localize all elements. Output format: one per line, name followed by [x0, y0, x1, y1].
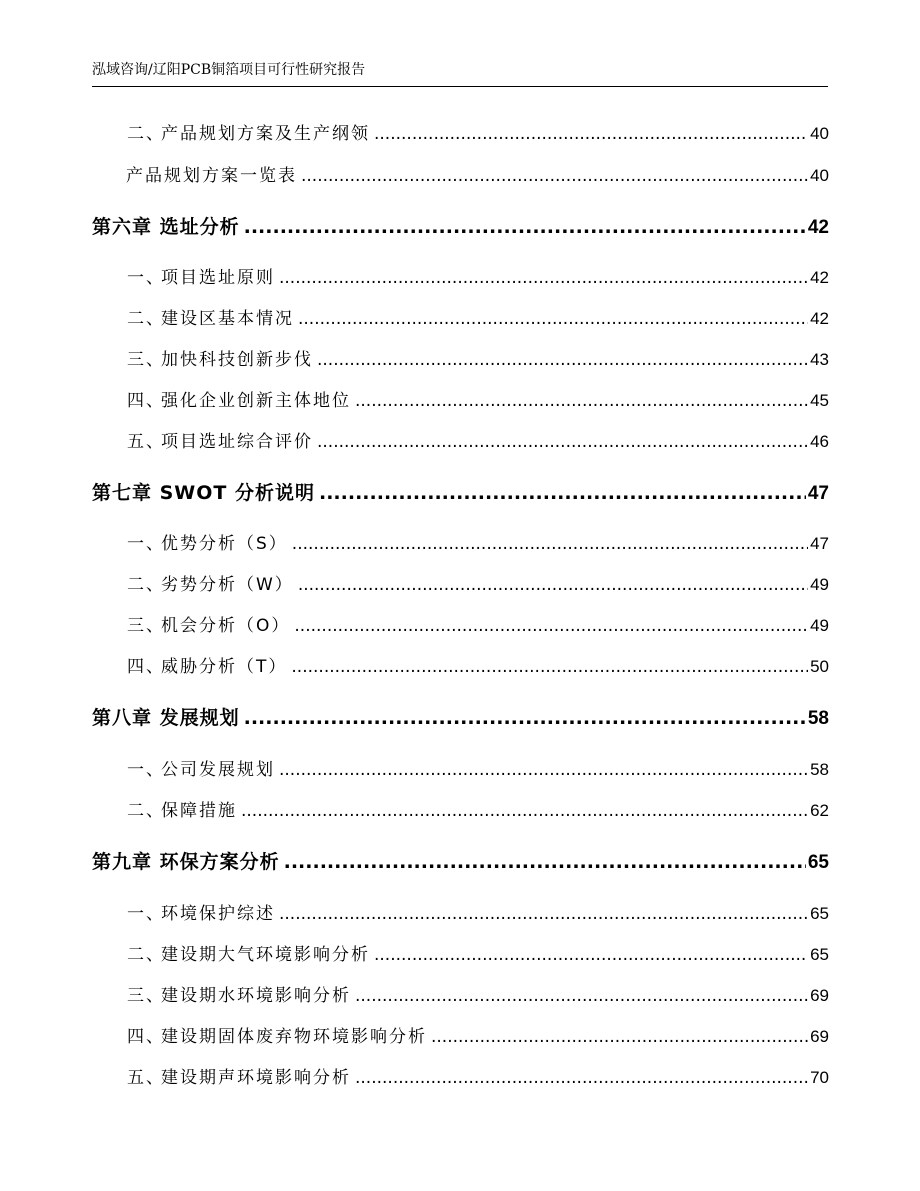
- toc-entry-page: 47: [810, 534, 829, 553]
- toc-entry[interactable]: [92, 943, 829, 967]
- toc-entry-page: 40: [810, 166, 829, 185]
- toc-entry-number: 二、: [127, 575, 165, 595]
- toc-entry[interactable]: [92, 348, 829, 372]
- toc-chapter-title: 第八章 发展规划: [92, 707, 240, 729]
- toc-entry-page: 62: [810, 801, 829, 820]
- toc-entry-number: 二、: [127, 124, 165, 144]
- toc-entry-page: 70: [810, 1068, 829, 1087]
- toc-entry-title: 加快科技创新步伐: [161, 350, 313, 370]
- toc-chapter-title: 第九章 环保方案分析: [92, 851, 280, 873]
- toc-entry-page: 46: [810, 432, 829, 451]
- toc-entry-number: 四、: [127, 1027, 165, 1047]
- dot-leader: [301, 164, 808, 188]
- toc-entry[interactable]: [92, 307, 829, 331]
- toc-entry-number: 一、: [127, 534, 165, 554]
- toc-chapter-entry[interactable]: [92, 480, 829, 506]
- dot-leader: [431, 1025, 808, 1049]
- toc-entry[interactable]: [92, 164, 829, 188]
- toc-entry-number: 四、: [127, 391, 165, 411]
- dot-leader: [319, 480, 806, 506]
- toc-entry-title: 威胁分析（T）: [161, 657, 288, 677]
- dot-leader: [355, 984, 808, 1008]
- toc-entry[interactable]: [92, 655, 829, 679]
- dot-leader: [291, 655, 808, 679]
- toc-entry[interactable]: [92, 758, 829, 782]
- dot-leader: [374, 122, 808, 146]
- toc-entry[interactable]: [92, 902, 829, 926]
- toc-chapter-page: 47: [807, 483, 829, 504]
- toc-chapter-page: 58: [807, 708, 829, 729]
- toc-entry-page: 58: [810, 760, 829, 779]
- toc-entry-number: 二、: [127, 945, 165, 965]
- toc-entry-page: 65: [810, 945, 829, 964]
- toc-entry[interactable]: [92, 614, 829, 638]
- toc-entry-title: 公司发展规划: [161, 760, 275, 780]
- toc-entry-page: 45: [810, 391, 829, 410]
- toc-entry-title: 建设期声环境影响分析: [161, 1068, 351, 1088]
- toc-chapter-entry[interactable]: [92, 849, 829, 875]
- toc-chapter-page: 65: [807, 852, 829, 873]
- toc-entry-number: 三、: [127, 616, 165, 636]
- dot-leader: [292, 532, 808, 556]
- toc-entry-page: 42: [810, 268, 829, 287]
- toc-entry-page: 49: [810, 616, 829, 635]
- dot-leader: [317, 348, 808, 372]
- dot-leader: [298, 307, 808, 331]
- toc-entry-page: 69: [810, 1027, 829, 1046]
- toc-entry-number: 一、: [127, 904, 165, 924]
- toc-entry-number: 五、: [127, 432, 165, 452]
- toc-entry[interactable]: [92, 1025, 829, 1049]
- toc-entry-title: 建设期大气环境影响分析: [161, 945, 370, 965]
- toc-entry-number: 二、: [127, 801, 165, 821]
- toc-entry-page: 43: [810, 350, 829, 369]
- dot-leader: [284, 849, 806, 875]
- table-of-contents: [92, 0, 829, 1191]
- toc-entry-title: 项目选址原则: [161, 268, 275, 288]
- toc-entry-title: 产品规划方案一览表: [126, 166, 297, 186]
- toc-entry-number: 三、: [127, 350, 165, 370]
- toc-entry-title: 机会分析（O）: [161, 616, 291, 636]
- dot-leader: [279, 758, 808, 782]
- dot-leader: [244, 214, 806, 240]
- toc-entry-title: 强化企业创新主体地位: [161, 391, 351, 411]
- toc-entry[interactable]: [92, 573, 829, 597]
- toc-entry-number: 一、: [127, 268, 165, 288]
- toc-entry[interactable]: [92, 799, 829, 823]
- toc-entry-number: 四、: [127, 657, 165, 677]
- dot-leader: [279, 266, 808, 290]
- toc-entry[interactable]: [92, 1066, 829, 1090]
- toc-chapter-entry[interactable]: [92, 214, 829, 240]
- toc-entry-title: 建设期固体废弃物环境影响分析: [161, 1027, 427, 1047]
- toc-entry-title: 项目选址综合评价: [161, 432, 313, 452]
- toc-entry-number: 五、: [127, 1068, 165, 1088]
- dot-leader: [294, 614, 808, 638]
- toc-entry[interactable]: [92, 389, 829, 413]
- toc-entry[interactable]: [92, 122, 829, 146]
- toc-entry[interactable]: [92, 430, 829, 454]
- dot-leader: [298, 573, 808, 597]
- toc-entry-number: 三、: [127, 986, 165, 1006]
- toc-entry-title: 环境保护综述: [161, 904, 275, 924]
- dot-leader: [241, 799, 808, 823]
- dot-leader: [279, 902, 808, 926]
- toc-entry-number: 二、: [127, 309, 165, 329]
- toc-chapter-title: 第六章 选址分析: [92, 216, 240, 238]
- toc-chapter-title: 第七章 SWOT 分析说明: [92, 482, 315, 504]
- toc-entry-title: 建设期水环境影响分析: [161, 986, 351, 1006]
- toc-entry-page: 69: [810, 986, 829, 1005]
- toc-chapter-page: 42: [807, 217, 829, 238]
- dot-leader: [355, 1066, 808, 1090]
- toc-entry-title: 优势分析（S）: [161, 534, 288, 554]
- toc-entry-page: 40: [810, 124, 829, 143]
- toc-entry[interactable]: [92, 532, 829, 556]
- dot-leader: [244, 705, 806, 731]
- toc-entry-page: 49: [810, 575, 829, 594]
- toc-entry-page: 42: [810, 309, 829, 328]
- dot-leader: [355, 389, 808, 413]
- dot-leader: [317, 430, 808, 454]
- running-header: 泓域咨询/辽阳PCB铜箔项目可行性研究报告: [92, 62, 366, 78]
- toc-entry-page: 65: [810, 904, 829, 923]
- toc-entry-page: 50: [810, 657, 829, 676]
- toc-entry-number: 一、: [127, 760, 165, 780]
- toc-entry-title: 产品规划方案及生产纲领: [161, 124, 370, 144]
- toc-entry-title: 建设区基本情况: [161, 309, 294, 329]
- toc-chapter-entry[interactable]: [92, 705, 829, 731]
- toc-entry[interactable]: [92, 984, 829, 1008]
- toc-entry-title: 保障措施: [161, 801, 237, 821]
- dot-leader: [374, 943, 808, 967]
- toc-entry-title: 劣势分析（W）: [161, 575, 294, 595]
- toc-entry[interactable]: [92, 266, 829, 290]
